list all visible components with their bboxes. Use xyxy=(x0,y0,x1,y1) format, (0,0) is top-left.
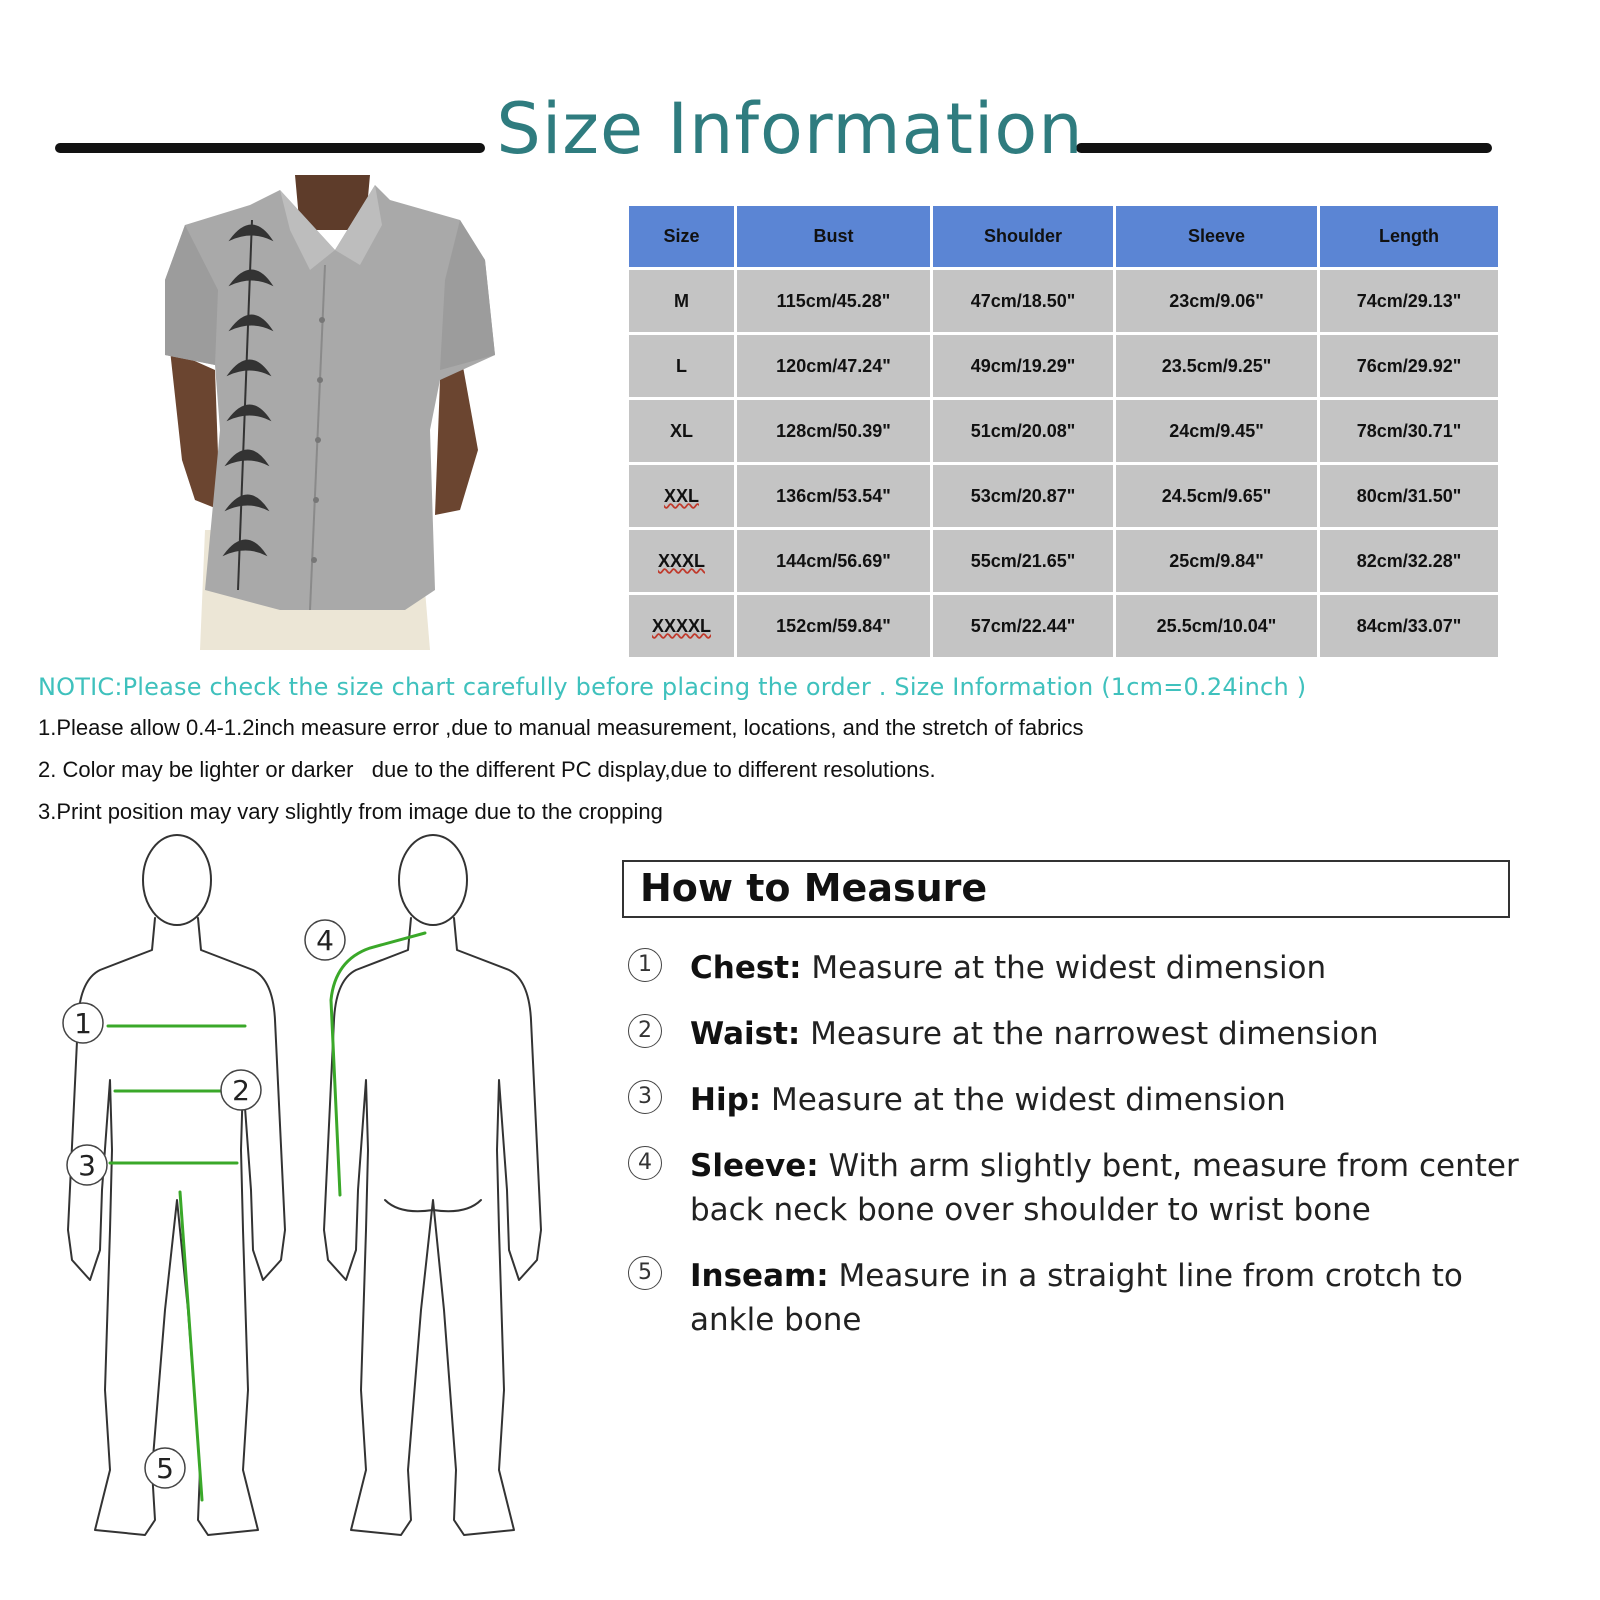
sleeve-cell: 23cm/9.06" xyxy=(1116,270,1317,332)
sleeve-cell: 25.5cm/10.04" xyxy=(1116,595,1317,657)
size-cell: XXXL xyxy=(629,530,734,592)
step-text: With arm slightly bent, measure from center back neck bone over shoulder to wrist bone xyxy=(690,1148,1519,1228)
column-header-bust: Bust xyxy=(737,206,930,267)
page-title: Size Information xyxy=(496,88,1084,170)
measure-step-hip xyxy=(628,1078,1578,1128)
size-cell: M xyxy=(629,270,734,332)
column-header-shoulder: Shoulder xyxy=(933,206,1113,267)
table-row xyxy=(629,270,1498,332)
figure-number-2: 2 xyxy=(232,1074,250,1107)
shoulder-cell: 53cm/20.87" xyxy=(933,465,1113,527)
length-cell: 76cm/29.92" xyxy=(1320,335,1498,397)
shoulder-cell: 55cm/21.65" xyxy=(933,530,1113,592)
length-cell: 82cm/32.28" xyxy=(1320,530,1498,592)
step-text: Measure at the widest dimension xyxy=(761,1082,1286,1118)
shoulder-cell: 57cm/22.44" xyxy=(933,595,1113,657)
sleeve-cell: 23.5cm/9.25" xyxy=(1116,335,1317,397)
step-text: Measure at the widest dimension xyxy=(801,950,1327,986)
measure-step-chest xyxy=(628,946,1578,996)
measure-step-waist xyxy=(628,1012,1578,1062)
figure-number-5: 5 xyxy=(156,1452,174,1485)
column-header-size: Size xyxy=(629,206,734,267)
size-cell: XXL xyxy=(629,465,734,527)
sleeve-cell: 24.5cm/9.65" xyxy=(1116,465,1317,527)
table-row xyxy=(629,465,1498,527)
step-number-icon: 3 xyxy=(628,1080,662,1114)
length-cell: 78cm/30.71" xyxy=(1320,400,1498,462)
bust-cell: 128cm/50.39" xyxy=(737,400,930,462)
bust-cell: 152cm/59.84" xyxy=(737,595,930,657)
note-color: 2. Color may be lighter or darker due to the different PC display,due to different resolutions. xyxy=(38,757,936,782)
bust-cell: 115cm/45.28" xyxy=(737,270,930,332)
size-cell: L xyxy=(629,335,734,397)
step-label: Waist: xyxy=(690,1016,801,1052)
figure-number-4: 4 xyxy=(316,924,334,957)
table-row xyxy=(629,400,1498,462)
sleeve-cell: 25cm/9.84" xyxy=(1116,530,1317,592)
title-rule-right xyxy=(1076,143,1492,153)
step-text: Measure in a straight line from crotch to ankle bone xyxy=(690,1258,1463,1338)
step-label: Chest: xyxy=(690,950,802,986)
step-label: Sleeve: xyxy=(690,1148,819,1184)
measure-step-inseam xyxy=(628,1254,1578,1354)
bust-cell: 136cm/53.54" xyxy=(737,465,930,527)
size-cell: XXXXL xyxy=(629,595,734,657)
table-row xyxy=(629,335,1498,397)
length-cell: 74cm/29.13" xyxy=(1320,270,1498,332)
step-text: Measure at the narrowest dimension xyxy=(800,1016,1379,1052)
figure-number-1: 1 xyxy=(74,1007,92,1040)
note-measure-error: 1.Please allow 0.4-1.2inch measure error ,due to manual measurement, locations, and the stretch of fabrics xyxy=(38,715,1084,740)
step-label: Hip: xyxy=(690,1082,762,1118)
table-row xyxy=(629,595,1498,657)
measure-step-sleeve xyxy=(628,1144,1578,1244)
size-table xyxy=(626,203,1501,660)
table-row xyxy=(629,530,1498,592)
body-measurement-diagram xyxy=(40,830,580,1570)
title-rule-left xyxy=(55,143,485,153)
column-header-sleeve: Sleeve xyxy=(1116,206,1317,267)
bust-cell: 144cm/56.69" xyxy=(737,530,930,592)
size-cell: XL xyxy=(629,400,734,462)
sleeve-cell: 24cm/9.45" xyxy=(1116,400,1317,462)
step-number-icon: 4 xyxy=(628,1146,662,1180)
shoulder-cell: 51cm/20.08" xyxy=(933,400,1113,462)
how-to-measure-title: How to Measure xyxy=(640,866,988,910)
table-header-row xyxy=(629,206,1498,267)
step-number-icon: 5 xyxy=(628,1256,662,1290)
shoulder-cell: 47cm/18.50" xyxy=(933,270,1113,332)
length-cell: 80cm/31.50" xyxy=(1320,465,1498,527)
shoulder-cell: 49cm/19.29" xyxy=(933,335,1113,397)
column-header-length: Length xyxy=(1320,206,1498,267)
shirt-product-image xyxy=(160,170,505,650)
note-print-position: 3.Print position may vary slightly from image due to the cropping xyxy=(38,799,663,824)
length-cell: 84cm/33.07" xyxy=(1320,595,1498,657)
step-number-icon: 2 xyxy=(628,1014,662,1048)
step-number-icon: 1 xyxy=(628,948,662,982)
figure-number-3: 3 xyxy=(78,1149,96,1182)
size-notice: NOTIC:Please check the size chart carefully before placing the order . Size Information (1cm=0.24inch ) xyxy=(38,673,1307,701)
step-label: Inseam: xyxy=(690,1258,829,1294)
bust-cell: 120cm/47.24" xyxy=(737,335,930,397)
